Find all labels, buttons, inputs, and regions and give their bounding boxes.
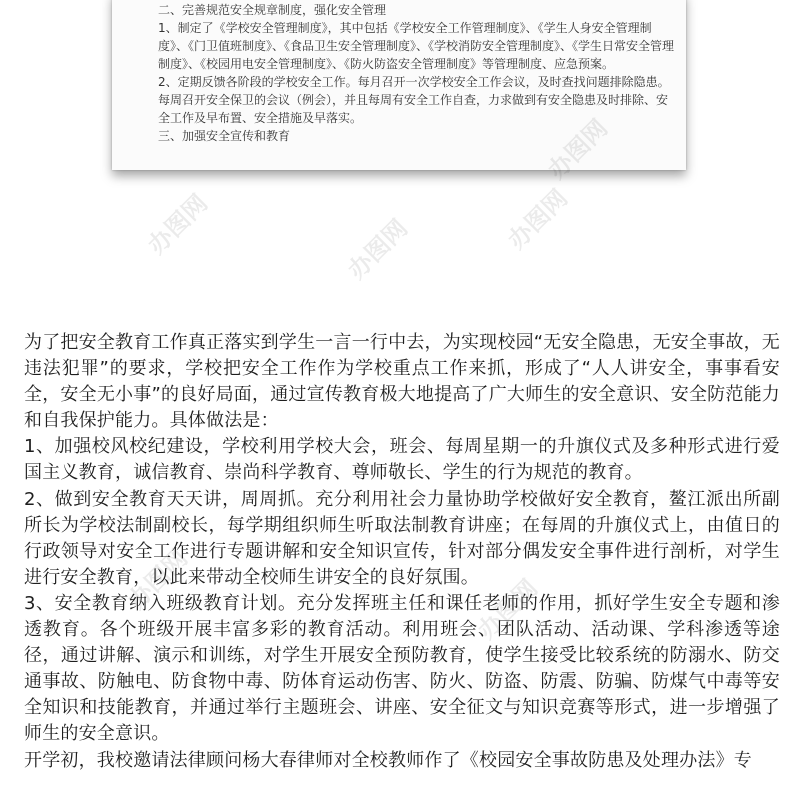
preview-heading-3: 三、加强安全宣传和教育 — [158, 129, 291, 143]
item-2-paragraph: 2、做到安全教育天天讲，周周抓。充分利用社会力量协助学校做好安全教育，鳌江派出所副所长为学校法制副校长，每学期组织师生听取法制教育讲座；在每周的升旗仪式上，由值日的行政领导对安全工作进行专题讲解和安全知识宣传，针对部分偶发安全事件进行剖析，对学生进行安全教育，以此来带动全校师生讲安全的良好氛围。 — [24, 488, 780, 588]
item-3-paragraph: 3、安全教育纳入班级教育计划。充分发挥班主任和课任老师的作用，抓好学生安全专题和渗透教育。各个班级开展丰富多彩的教育活动。利用班会、团队活动、活动课、学科渗透等途径，通过讲解、演示和训练，对学生开展安全预防教育，使学生接受比较系统的防溺水、防交通事故、防触电、防食物中毒、防体育运动伤害、防火、防盗、防震、防骗、防煤气中毒等安全知识和技能教育，并通过举行主题班会、讲座、安全征文与知识竞赛等形式，进一步增强了师生的安全意识。 — [24, 592, 780, 745]
preview-heading-2: 二、完善规范安全规章制度，强化安全管理 — [158, 3, 387, 17]
watermark: 办图网 — [502, 183, 574, 255]
watermark: 办图网 — [342, 213, 414, 285]
closing-paragraph: 开学初，我校邀请法律顾问杨大春律师对全校教师作了《校园安全事故防患及处理办法》专 — [24, 749, 752, 771]
preview-text — [158, 0, 678, 145]
item-1-paragraph: 1、加强校风校纪建设，学校利用学校大会，班会、每周星期一的升旗仪式及多种形式进行爱国主义教育，诚信教育、崇尚科学教育、尊师敬长、学生的行为规范的教育。 — [24, 436, 780, 484]
watermark: 办图网 — [142, 188, 214, 260]
preview-item-1: 1、制定了《学校安全管理制度》，其中包括《学校安全工作管理制度》、《学生人身安全管理制度》、《门卫值班制度》、《食品卫生安全管理制度》、《学校消防安全管理制度》、《学生日常安全管理制度》、《校园用电安全管理制度》、《防火防盗安全管理制度》等管理制度、应急预案。 — [158, 21, 675, 71]
intro-paragraph: 为了把安全教育工作真正落实到学生一言一行中去，为实现校园“无安全隐患，无安全事故，无违法犯罪”的要求，学校把安全工作作为学校重点工作来抓，形成了“人人讲安全，事事看安全，安全无小事”的良好局面，通过宣传教育极大地提高了广大师生的安全意识、安全防范能力和自我保护能力。具体做法是： — [24, 332, 780, 432]
preview-item-2: 2、定期反馈各阶段的学校安全工作。每月召开一次学校安全工作会议，及时查找问题排除隐患。每周召开安全保卫的会议（例会），并且每周有安全工作自查，力求做到有安全隐患及时排除、安全工作及早布置、安全措施及早落实。 — [158, 75, 670, 125]
watermark: 办图网 — [472, 573, 544, 645]
document-preview-card — [112, 0, 686, 170]
document-body — [24, 330, 780, 774]
watermark: 办图网 — [122, 543, 194, 615]
